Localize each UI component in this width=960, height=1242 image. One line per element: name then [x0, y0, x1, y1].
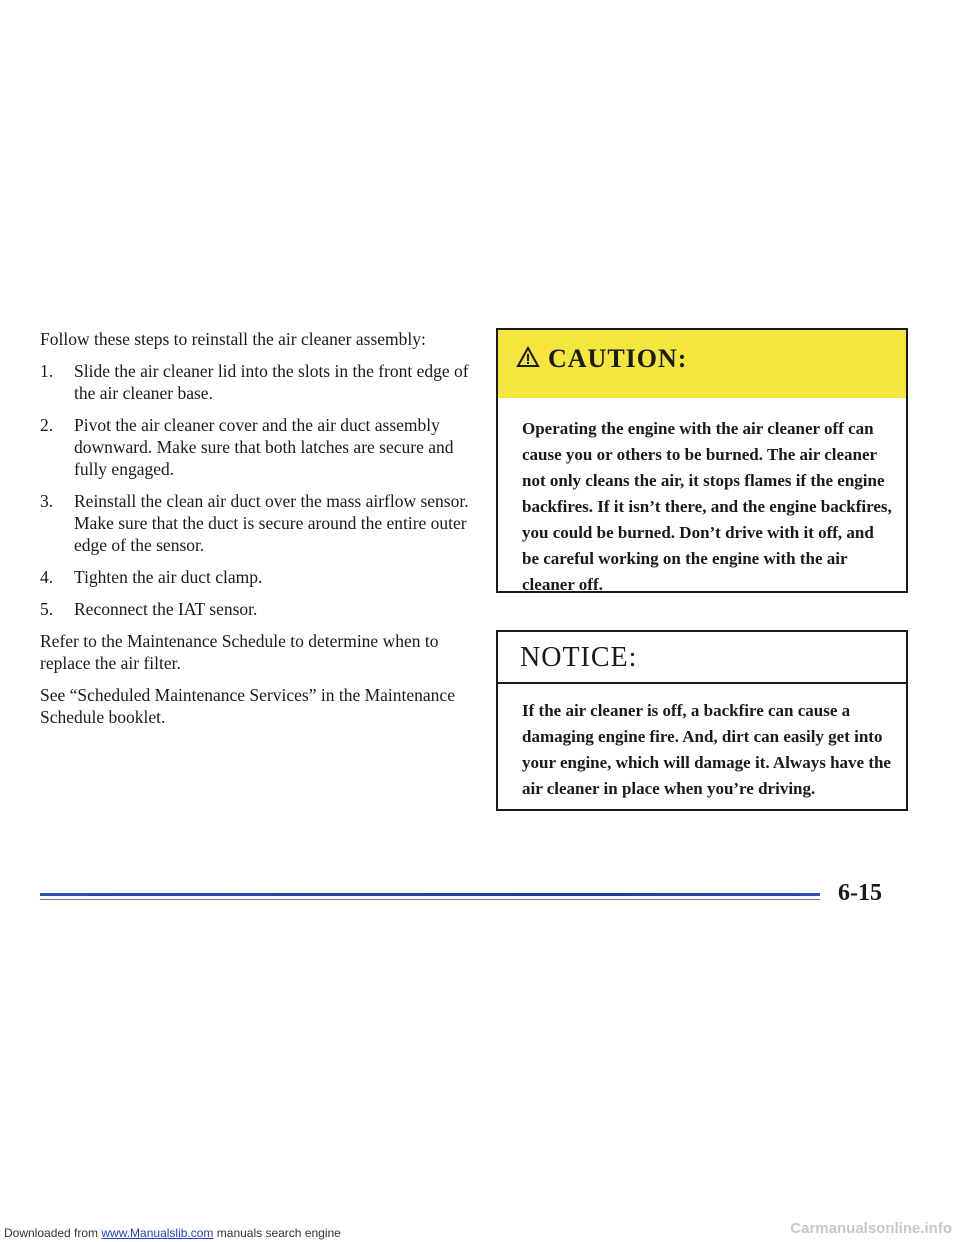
step-text: Reinstall the clean air duct over the mass airflow sensor. Make sure that the duct is secure around the entire outer edge of the sensor. [74, 491, 469, 555]
step-item [40, 414, 470, 480]
page-rule-thin [40, 899, 820, 900]
notice-box [496, 630, 908, 811]
step-number: 3. [40, 491, 54, 511]
step-number: 5. [40, 599, 54, 619]
page-number: 6-15 [838, 880, 882, 906]
step-number: 4. [40, 567, 54, 587]
see-also-paragraph: See “Scheduled Maintenance Services” in the Maintenance Schedule booklet. [40, 685, 455, 727]
manualslib-link[interactable]: www.Manualslib.com [101, 1226, 214, 1240]
maintenance-paragraph: Refer to the Maintenance Schedule to determine when to replace the air filter. [40, 631, 439, 673]
footer-prefix: Downloaded from [4, 1226, 102, 1240]
intro-text: Follow these steps to reinstall the air cleaner assembly: [40, 329, 426, 349]
download-footer [4, 1226, 341, 1240]
step-number: 2. [40, 415, 54, 435]
caution-header [498, 330, 906, 398]
step-number: 1. [40, 361, 54, 381]
warning-triangle-icon [516, 346, 540, 368]
instructions-column [40, 328, 470, 738]
notice-title: NOTICE: [520, 642, 638, 673]
steps-list [40, 360, 470, 620]
step-text: Reconnect the IAT sensor. [74, 599, 258, 619]
caution-title: CAUTION: [548, 344, 688, 373]
step-text: Tighten the air duct clamp. [74, 567, 263, 587]
step-item [40, 490, 470, 556]
step-item [40, 598, 470, 620]
page-rule [40, 893, 820, 896]
step-text: Slide the air cleaner lid into the slots in the front edge of the air cleaner base. [74, 361, 469, 403]
footer-suffix: manuals search engine [213, 1226, 341, 1240]
step-text: Pivot the air cleaner cover and the air duct assembly downward. Make sure that both latches are secure and fully engaged. [74, 415, 454, 479]
notice-header [498, 632, 906, 684]
step-item [40, 360, 470, 404]
caution-box [496, 328, 908, 593]
caution-text: Operating the engine with the air cleaner off can cause you or others to be burned. The air cleaner not only cleans the air, it stops flames if the engine backfires. If it isn’t there, and the engine backfires, you could be burned. Don’t drive with it off, and be careful working on the engine with the air cleaner off. [522, 419, 892, 594]
step-item [40, 566, 470, 588]
watermark: Carmanualsonline.info [790, 1220, 952, 1237]
notice-text: If the air cleaner is off, a backfire can cause a damaging engine fire. And, dirt can easily get into your engine, which will damage it. Always have the air cleaner in place when you’re driving. [522, 701, 891, 798]
